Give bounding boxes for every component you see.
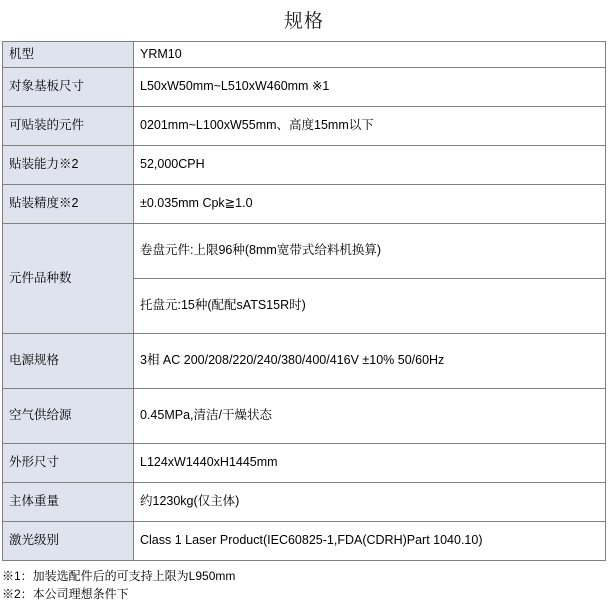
row-value: 约1230kg(仅主体) [134, 482, 606, 521]
row-label: 贴装精度※2 [3, 184, 134, 223]
row-value: Class 1 Laser Product(IEC60825-1,FDA(CDRH)Part 1040.10) [134, 521, 606, 560]
row-label: 元件品种数 [3, 223, 134, 333]
specification-table [2, 41, 606, 561]
row-value: 3相 AC 200/208/220/240/380/400/416V ±10% 50/60Hz [134, 333, 606, 388]
table-row [3, 482, 606, 521]
row-value: YRM10 [134, 42, 606, 68]
row-value: L124xW1440xH1445mm [134, 443, 606, 482]
footnotes [2, 567, 606, 604]
table-row [3, 67, 606, 106]
table-row [3, 443, 606, 482]
row-value: 卷盘元件:上限96种(8mm宽带式给料机换算) [134, 223, 606, 278]
page-title: 规格 [283, 11, 324, 32]
row-value: 0201mm~L100xW55mm、高度15mm以下 [134, 106, 606, 145]
row-label: 激光级别 [3, 521, 134, 560]
table-row [3, 106, 606, 145]
footnote-1: ※1：加装选配件后的可支持上限为L950mm [2, 568, 236, 583]
row-value: ±0.035mm Cpk≧1.0 [134, 184, 606, 223]
table-row [3, 184, 606, 223]
row-value: 0.45MPa,清洁/干燥状态 [134, 388, 606, 443]
row-label: 可贴装的元件 [3, 106, 134, 145]
row-label: 对象基板尺寸 [3, 67, 134, 106]
row-value: 52,000CPH [134, 145, 606, 184]
row-label: 贴装能力※2 [3, 145, 134, 184]
table-row [3, 223, 606, 278]
table-row [3, 145, 606, 184]
row-label: 机型 [3, 42, 134, 68]
row-value: 托盘元:15种(配配sATS15R时) [134, 278, 606, 333]
row-label: 电源规格 [3, 333, 134, 388]
row-label: 外形尺寸 [3, 443, 134, 482]
table-row [3, 388, 606, 443]
table-row [3, 333, 606, 388]
row-label: 空气供给源 [3, 388, 134, 443]
footnote-2: ※2：本公司理想条件下 [2, 587, 129, 602]
row-value: L50xW50mm~L510xW460mm ※1 [134, 67, 606, 106]
table-row [3, 521, 606, 560]
row-label: 主体重量 [3, 482, 134, 521]
table-row [3, 42, 606, 68]
